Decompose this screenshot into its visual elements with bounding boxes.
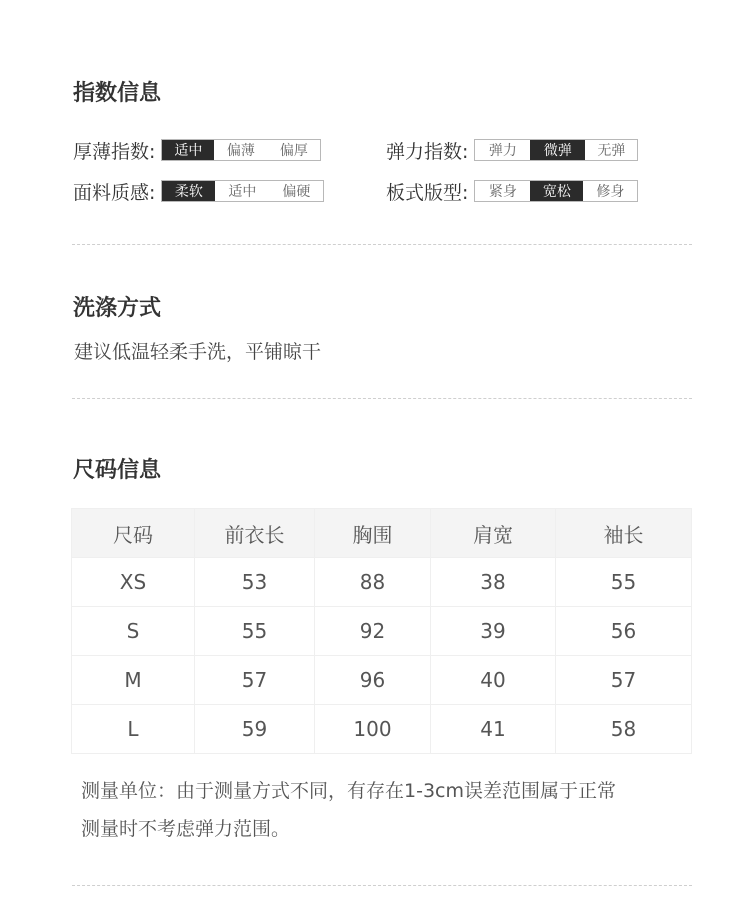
table-cell: 39 bbox=[431, 607, 556, 656]
table-cell: 92 bbox=[315, 607, 431, 656]
table-row bbox=[72, 656, 692, 705]
option-chip: 宽松 bbox=[530, 181, 583, 201]
thickness-index-row bbox=[73, 138, 321, 162]
thickness-options bbox=[161, 139, 321, 161]
table-cell: 57 bbox=[195, 656, 315, 705]
table-cell: 59 bbox=[195, 705, 315, 754]
column-header: 尺码 bbox=[72, 509, 195, 558]
attr-label: 板式版型: bbox=[386, 181, 469, 204]
option-chip: 偏厚 bbox=[279, 143, 308, 159]
table-cell: 40 bbox=[431, 656, 556, 705]
option-chip: 适中 bbox=[162, 140, 214, 160]
table-row bbox=[72, 607, 692, 656]
table-cell: 96 bbox=[315, 656, 431, 705]
option-chip: 紧身 bbox=[488, 184, 517, 200]
table-cell: XS bbox=[72, 558, 195, 607]
column-header: 袖长 bbox=[556, 509, 692, 558]
section-divider bbox=[72, 398, 692, 399]
option-chip: 适中 bbox=[228, 184, 257, 200]
fit-options bbox=[474, 180, 638, 202]
table-cell: 88 bbox=[315, 558, 431, 607]
option-chip: 柔软 bbox=[162, 181, 215, 201]
attr-label: 弹力指数: bbox=[386, 140, 469, 163]
table-cell: 57 bbox=[556, 656, 692, 705]
option-chip: 无弹 bbox=[597, 143, 626, 159]
table-row bbox=[72, 705, 692, 754]
elasticity-options bbox=[474, 139, 638, 161]
attr-label: 面料质感: bbox=[73, 181, 156, 204]
column-header: 胸围 bbox=[315, 509, 431, 558]
option-chip: 弹力 bbox=[488, 143, 517, 159]
table-cell: S bbox=[72, 607, 195, 656]
table-cell: 38 bbox=[431, 558, 556, 607]
attr-label: 厚薄指数: bbox=[73, 140, 156, 163]
table-cell: 55 bbox=[195, 607, 315, 656]
section-divider bbox=[72, 244, 692, 245]
size-section-title: 尺码信息 bbox=[73, 458, 162, 483]
column-header: 肩宽 bbox=[431, 509, 556, 558]
note-line: 测量单位：由于测量方式不同，有存在1-3cm误差范围属于正常 bbox=[81, 780, 616, 802]
column-header: 前衣长 bbox=[195, 509, 315, 558]
option-chip: 偏硬 bbox=[282, 184, 311, 200]
texture-options bbox=[161, 180, 324, 202]
table-cell: 55 bbox=[556, 558, 692, 607]
table-cell: 58 bbox=[556, 705, 692, 754]
table-cell: M bbox=[72, 656, 195, 705]
option-chip: 微弹 bbox=[530, 140, 585, 160]
section-divider bbox=[72, 885, 692, 886]
table-row bbox=[72, 558, 692, 607]
wash-instructions: 建议低温轻柔手洗，平铺晾干 bbox=[74, 341, 322, 363]
table-cell: 56 bbox=[556, 607, 692, 656]
measurement-note bbox=[81, 772, 701, 848]
note-line: 测量时不考虑弹力范围。 bbox=[81, 818, 291, 840]
table-cell: L bbox=[72, 705, 195, 754]
table-header-row bbox=[72, 509, 692, 558]
option-chip: 修身 bbox=[596, 184, 625, 200]
table-cell: 53 bbox=[195, 558, 315, 607]
size-table bbox=[71, 508, 692, 754]
elasticity-index-row bbox=[386, 138, 638, 162]
table-cell: 100 bbox=[315, 705, 431, 754]
index-section-title: 指数信息 bbox=[73, 81, 162, 106]
wash-section-title: 洗涤方式 bbox=[73, 296, 162, 321]
fabric-texture-row bbox=[73, 179, 324, 203]
fit-style-row bbox=[386, 179, 638, 203]
table-cell: 41 bbox=[431, 705, 556, 754]
option-chip: 偏薄 bbox=[226, 143, 255, 159]
